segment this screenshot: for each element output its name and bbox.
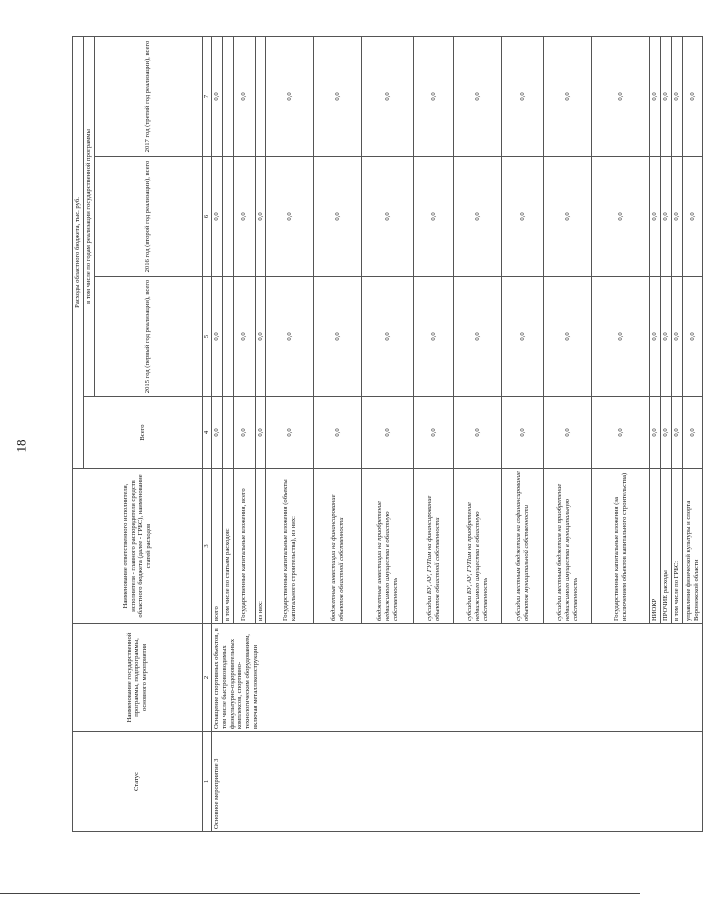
measure-name-cell: Оснащение спортивных объектов, в том числе быстровозводимых физкультурно-оздоровительных комплексов, спортивно-технологическим оборудованием, включая металлоконструкции	[211, 624, 702, 732]
value-2017: 0,0	[592, 37, 650, 157]
value-2017: 0,0	[661, 37, 672, 157]
index-cell: 6	[202, 157, 211, 277]
index-cell: 2	[202, 624, 211, 732]
index-cell: 7	[202, 37, 211, 157]
value-2017: 0,0	[414, 37, 454, 157]
value-total: 0,0	[502, 397, 544, 469]
value-2015: 0,0	[661, 277, 672, 397]
value-2017: 0,0	[650, 37, 661, 157]
value-total: 0,0	[233, 397, 255, 469]
value-2015: 0,0	[233, 277, 255, 397]
value-2015: 0,0	[454, 277, 502, 397]
value-2015: 0,0	[650, 277, 661, 397]
value-2015: 0,0	[414, 277, 454, 397]
value-2015: 0,0	[544, 277, 592, 397]
value-total	[222, 397, 233, 469]
header-expenses: Расходы областного бюджета, тыс. руб.	[73, 37, 84, 469]
value-2016: 0,0	[454, 157, 502, 277]
value-2016: 0,0	[502, 157, 544, 277]
value-total: 0,0	[592, 397, 650, 469]
row-label: субсидии местным бюджетам на приобретение недвижимого имущества в муниципальную собственность	[544, 469, 592, 624]
row-label: управление физической культуры и спорта Воронежской области	[683, 469, 703, 624]
row-label: ПРОЧИЕ расходы	[661, 469, 672, 624]
value-total: 0,0	[414, 397, 454, 469]
row-label: субсидии БУ, АУ, ГУПам на финансирование объектов областной собственности	[414, 469, 454, 624]
row-label: субсидии местным бюджетам на софинансирование объектов муниципальной собственности	[502, 469, 544, 624]
value-2016	[222, 157, 233, 277]
value-2016: 0,0	[672, 157, 683, 277]
value-total: 0,0	[454, 397, 502, 469]
header-executor: Наименование ответственного исполнителя, исполнителя - главного распорядителя средств областного бюджета (далее - ГРБС), наименование статей расходов	[73, 469, 203, 624]
value-2017: 0,0	[544, 37, 592, 157]
value-2015: 0,0	[683, 277, 703, 397]
value-2016: 0,0	[233, 157, 255, 277]
value-total: 0,0	[544, 397, 592, 469]
value-total: 0,0	[314, 397, 362, 469]
row-label: в том числе по статьям расходов:	[222, 469, 233, 624]
row-label: Государственные капитальные вложения (за исключением объектов капитального строительства)	[592, 469, 650, 624]
value-2016: 0,0	[544, 157, 592, 277]
value-2015: 0,0	[255, 277, 266, 397]
value-2017: 0,0	[266, 37, 314, 157]
value-2017	[255, 37, 266, 157]
row-label: субсидии БУ, АУ, ГУПам на приобретение недвижимого имущества в областную собственность	[454, 469, 502, 624]
row-label: Государственные капитальные вложения (объекты капитального строительства), из них:	[266, 469, 314, 624]
value-2017: 0,0	[314, 37, 362, 157]
value-2017: 0,0	[672, 37, 683, 157]
row-label: НИОКР	[650, 469, 661, 624]
value-2016: 0,0	[362, 157, 414, 277]
value-2015: 0,0	[266, 277, 314, 397]
value-2017: 0,0	[233, 37, 255, 157]
value-total: 0,0	[211, 397, 222, 469]
value-2017: 0,0	[362, 37, 414, 157]
header-program-name: Наименование государственной программы, подпрограммы, основного мероприятия	[73, 624, 203, 732]
value-2016: 0,0	[314, 157, 362, 277]
page-number: 18	[13, 439, 29, 453]
value-2015: 0,0	[502, 277, 544, 397]
row-label: бюджетные инвестиции на приобретение недвижимого имущества в областную собственность	[362, 469, 414, 624]
value-2017: 0,0	[683, 37, 703, 157]
value-2015	[222, 277, 233, 397]
index-cell: 4	[202, 397, 211, 469]
value-2015: 0,0	[672, 277, 683, 397]
value-2016: 0,0	[211, 157, 222, 277]
row-label: из них:	[255, 469, 266, 624]
index-cell: 5	[202, 277, 211, 397]
header-2015: 2015 год (первый год реализации), всего	[94, 277, 202, 397]
value-2016: 0,0	[414, 157, 454, 277]
header-status: Статус	[73, 732, 203, 832]
value-2016: 0,0	[683, 157, 703, 277]
header-2016: 2016 год (второй год реализации), всего	[94, 157, 202, 277]
value-2017: 0,0	[454, 37, 502, 157]
value-total: 0,0	[362, 397, 414, 469]
value-2017: 0,0	[502, 37, 544, 157]
row-label: всего	[211, 469, 222, 624]
bottom-rule	[0, 893, 640, 894]
value-2015: 0,0	[362, 277, 414, 397]
rotated-table-wrapper	[72, 37, 700, 832]
value-total: 0,0	[683, 397, 703, 469]
value-2015: 0,0	[211, 277, 222, 397]
index-cell: 1	[202, 732, 211, 832]
value-total: 0,0	[255, 397, 266, 469]
row-label: в том числе по ГРБС:	[672, 469, 683, 624]
row-label: бюджетные инвестиции на финансирование объектов областной собственности	[314, 469, 362, 624]
value-2016: 0,0	[255, 157, 266, 277]
header-2017: 2017 год (третий год реализации), всего	[94, 37, 202, 157]
value-total: 0,0	[266, 397, 314, 469]
value-total: 0,0	[650, 397, 661, 469]
status-cell: Основное мероприятие 3	[211, 732, 702, 832]
value-2016: 0,0	[266, 157, 314, 277]
value-2016: 0,0	[661, 157, 672, 277]
value-2017: 0,0	[211, 37, 222, 157]
value-2017	[222, 37, 233, 157]
value-2015: 0,0	[314, 277, 362, 397]
header-by-years: в том числе по годам реализации государственной программы	[83, 37, 94, 397]
value-total: 0,0	[672, 397, 683, 469]
header-total: Всего	[83, 397, 202, 469]
row-label: Государственные капитальные вложения, всего	[233, 469, 255, 624]
value-2015: 0,0	[592, 277, 650, 397]
index-cell: 3	[202, 469, 211, 624]
expenses-table	[72, 36, 703, 832]
value-total: 0,0	[661, 397, 672, 469]
value-2016: 0,0	[592, 157, 650, 277]
value-2016: 0,0	[650, 157, 661, 277]
